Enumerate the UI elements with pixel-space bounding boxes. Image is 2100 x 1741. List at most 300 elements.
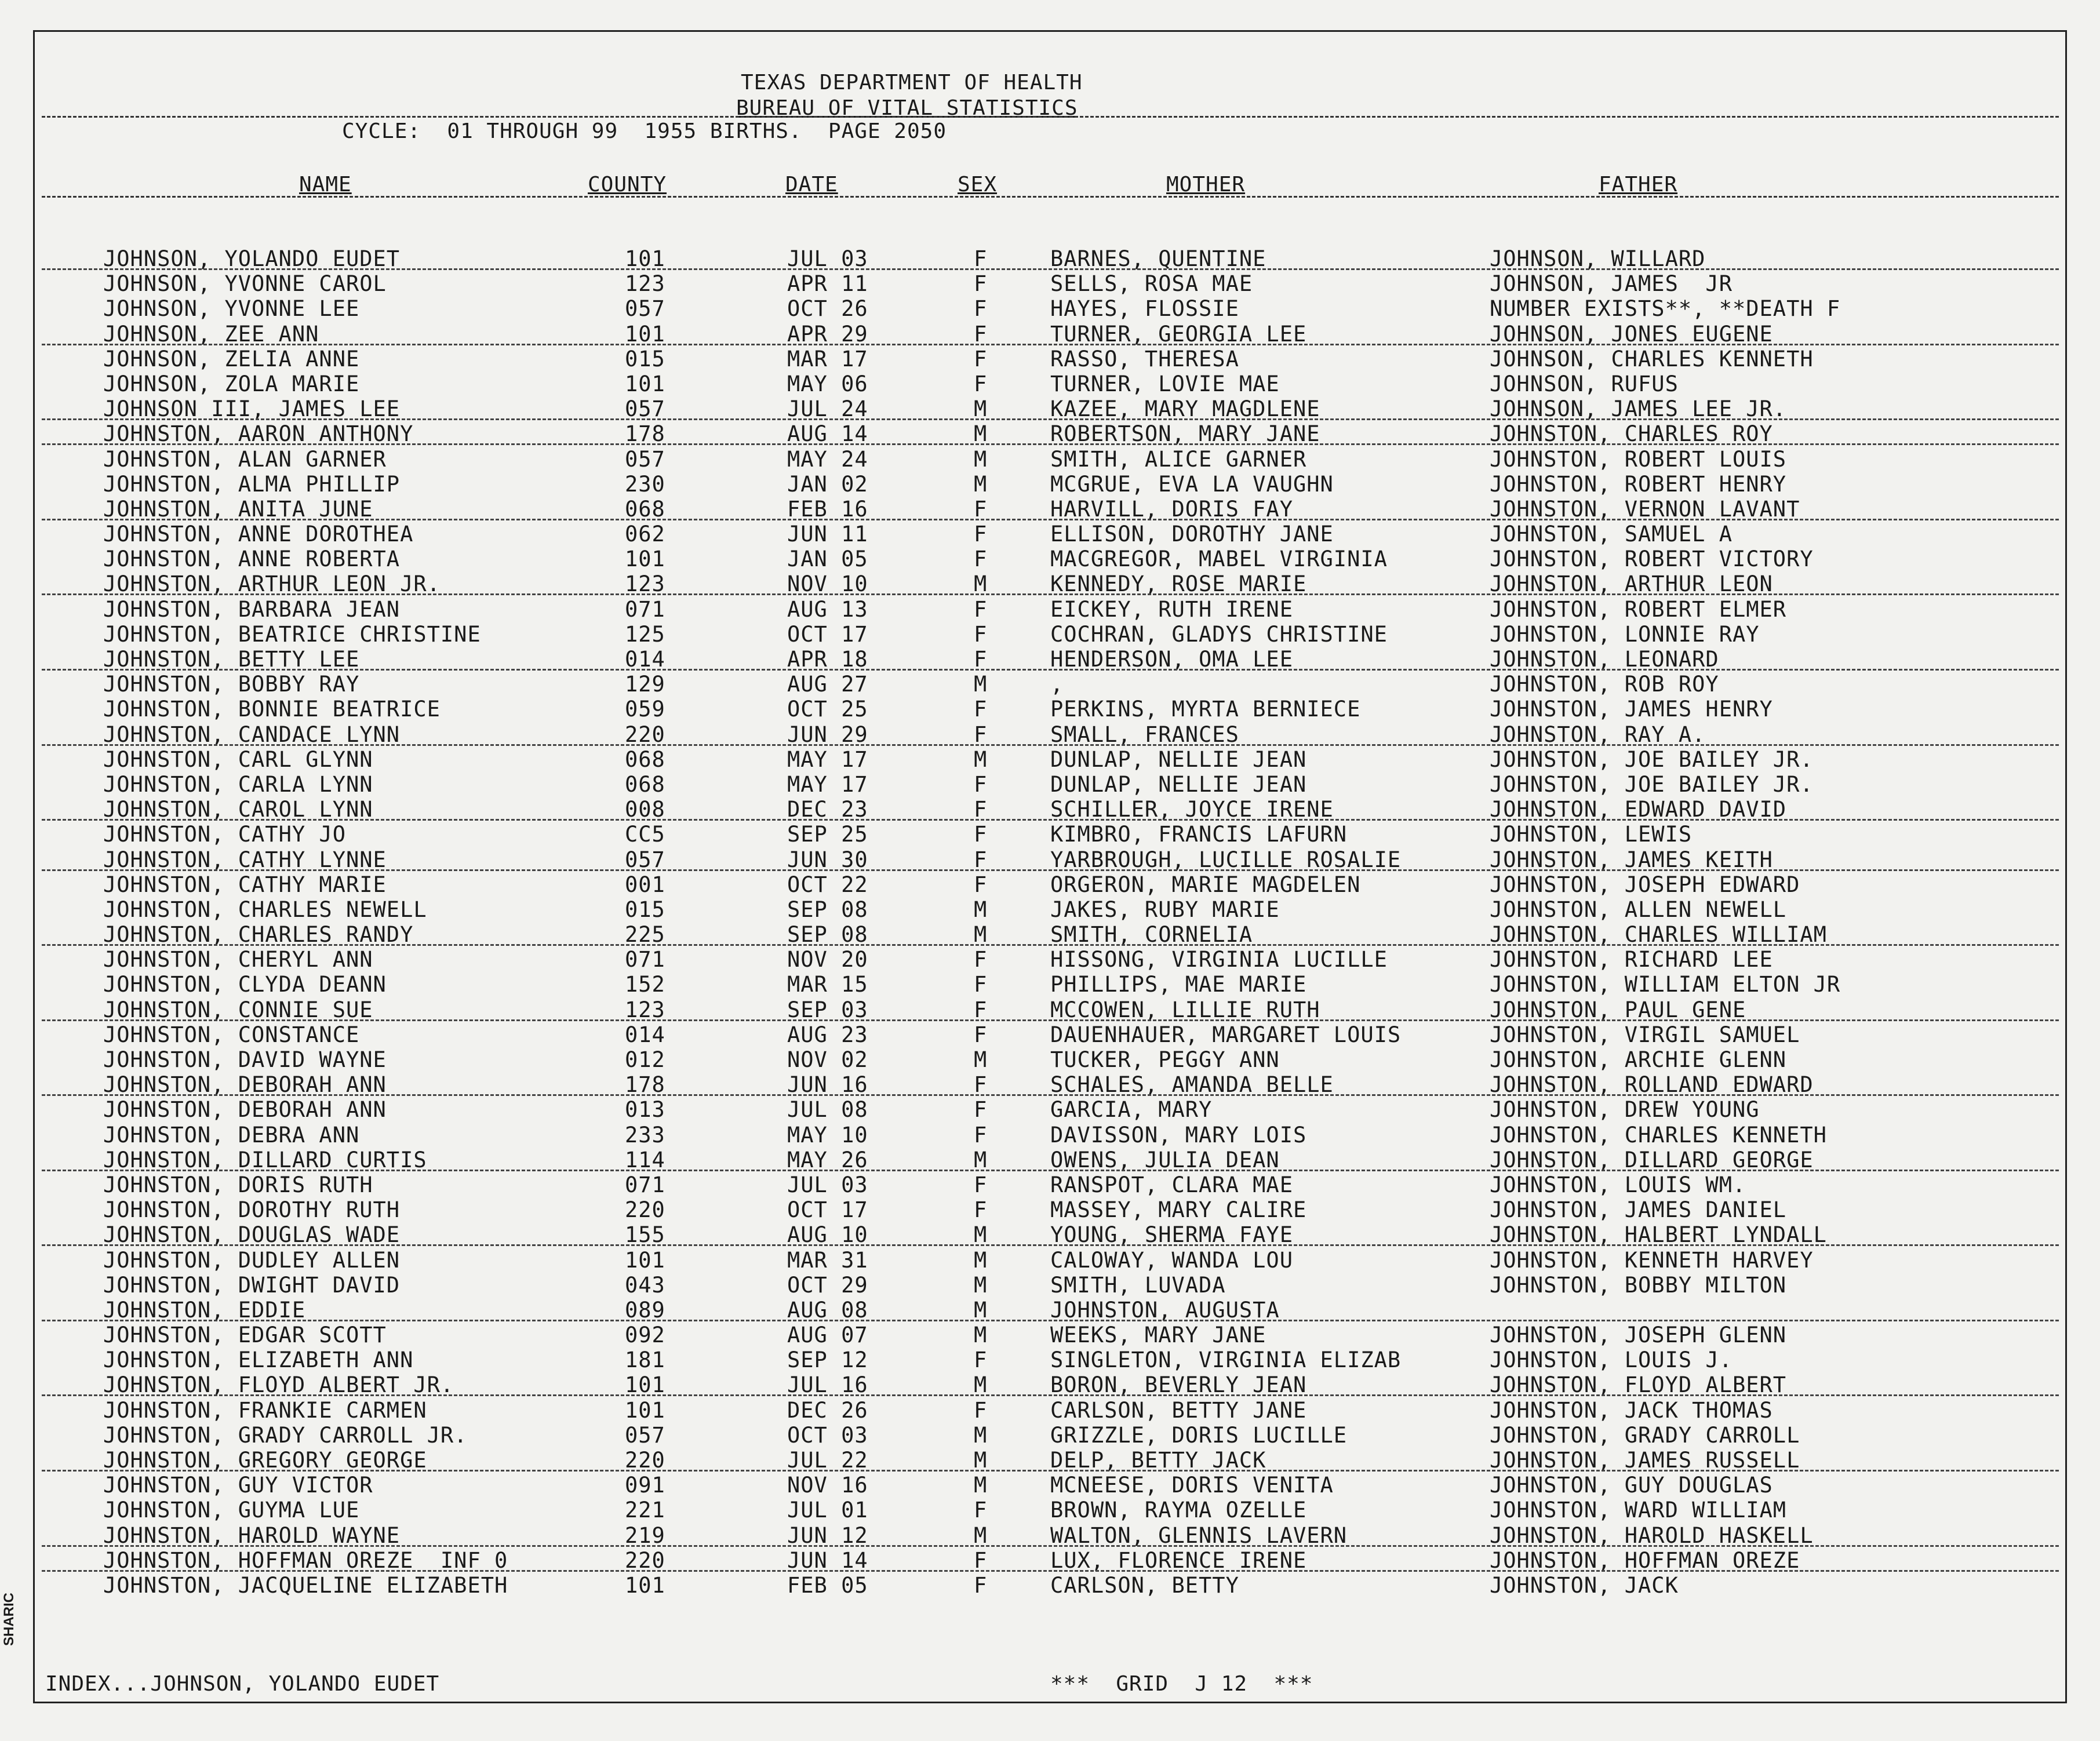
- cell-sex: F: [974, 1122, 988, 1148]
- cell-sex: F: [974, 1097, 988, 1123]
- cell-name: JOHNSON, YVONNE CAROL: [103, 271, 387, 297]
- table-row: [0, 1222, 2100, 1247]
- cell-father: JOHNSTON, LEONARD: [1490, 647, 1719, 672]
- cell-county: 152: [625, 972, 665, 997]
- cell-father: JOHNSTON, ROLLAND EDWARD: [1490, 1072, 1814, 1098]
- table-row: [0, 296, 2100, 321]
- cell-date: AUG 13: [787, 596, 868, 622]
- cell-father: JOHNSTON, VERNON LAVANT: [1490, 496, 1800, 522]
- cell-sex: F: [974, 997, 988, 1022]
- table-row: [0, 797, 2100, 822]
- cell-father: JOHNSTON, WARD WILLIAM: [1490, 1498, 1787, 1523]
- cell-mother: LUX, FLORENCE IRENE: [1050, 1547, 1307, 1573]
- cell-name: JOHNSTON, GREGORY GEORGE: [103, 1448, 427, 1473]
- birth-records-table: [0, 246, 2100, 1598]
- cell-name: JOHNSTON, BOBBY RAY: [103, 672, 360, 697]
- cell-name: JOHNSON, YOLANDO EUDET: [103, 246, 401, 271]
- cell-county: 220: [625, 1197, 665, 1223]
- cell-name: JOHNSTON, JACQUELINE ELIZABETH: [103, 1572, 508, 1598]
- cell-county: 125: [625, 621, 665, 647]
- cell-mother: MASSEY, MARY CALIRE: [1050, 1197, 1307, 1223]
- cell-date: JUL 01: [787, 1498, 868, 1523]
- cell-county: 071: [625, 947, 665, 973]
- cell-father: JOHNSON, JONES EUGENE: [1490, 321, 1773, 347]
- table-row: [0, 897, 2100, 922]
- cell-county: 123: [625, 271, 665, 297]
- cell-father: JOHNSTON, CHARLES WILLIAM: [1490, 922, 1827, 948]
- cell-name: JOHNSON, YVONNE LEE: [103, 296, 360, 322]
- cell-sex: M: [974, 571, 988, 597]
- cell-mother: CALOWAY, WANDA LOU: [1050, 1247, 1293, 1273]
- cell-sex: F: [974, 647, 988, 672]
- cell-mother: TURNER, GEORGIA LEE: [1050, 321, 1307, 347]
- cell-county: 092: [625, 1323, 665, 1348]
- cell-sex: F: [974, 371, 988, 396]
- cell-mother: HENDERSON, OMA LEE: [1050, 647, 1293, 672]
- cell-county: 015: [625, 346, 665, 371]
- cell-father: JOHNSTON, ARCHIE GLENN: [1490, 1047, 1787, 1072]
- cell-county: 089: [625, 1297, 665, 1323]
- cell-county: 101: [625, 371, 665, 396]
- cell-father: JOHNSTON, JOSEPH GLENN: [1490, 1323, 1787, 1348]
- cell-name: JOHNSTON, ARTHUR LEON JR.: [103, 571, 441, 597]
- cell-mother: SMALL, FRANCES: [1050, 722, 1239, 747]
- cell-date: SEP 08: [787, 922, 868, 948]
- table-row: [0, 1298, 2100, 1323]
- column-header-name: NAME: [299, 173, 352, 196]
- cell-father: NUMBER EXISTS**, **DEATH F: [1490, 296, 1841, 322]
- cell-name: JOHNSTON, ANNE DOROTHEA: [103, 522, 414, 547]
- table-row: [0, 1398, 2100, 1423]
- cell-sex: M: [974, 1147, 988, 1172]
- cell-date: JUL 03: [787, 246, 868, 271]
- cell-date: MAR 17: [787, 346, 868, 371]
- cell-county: 221: [625, 1498, 665, 1523]
- cell-date: MAR 15: [787, 972, 868, 997]
- cell-mother: ELLISON, DOROTHY JANE: [1050, 522, 1334, 547]
- grid-footer: *** GRID J 12 ***: [1050, 1672, 1313, 1696]
- cell-father: JOHNSON, JAMES JR: [1490, 271, 1733, 297]
- cell-date: MAY 06: [787, 371, 868, 396]
- cell-father: JOHNSTON, LOUIS WM.: [1490, 1172, 1746, 1197]
- cell-sex: M: [974, 446, 988, 472]
- cell-sex: M: [974, 1222, 988, 1248]
- cell-mother: CARLSON, BETTY JANE: [1050, 1397, 1307, 1423]
- cell-mother: KIMBRO, FRANCIS LAFURN: [1050, 822, 1348, 847]
- cell-mother: SCHILLER, JOYCE IRENE: [1050, 797, 1334, 822]
- cell-mother: PERKINS, MYRTA BERNIECE: [1050, 697, 1361, 722]
- cell-county: 220: [625, 722, 665, 747]
- cell-mother: RASSO, THERESA: [1050, 346, 1239, 371]
- cell-father: JOHNSTON, LOUIS J.: [1490, 1347, 1733, 1373]
- cell-name: JOHNSTON, EDGAR SCOTT: [103, 1323, 387, 1348]
- cell-father: JOHNSTON, FLOYD ALBERT: [1490, 1372, 1787, 1398]
- cell-name: JOHNSTON, CATHY LYNNE: [103, 847, 387, 872]
- cell-name: JOHNSON III, JAMES LEE: [103, 396, 401, 422]
- cell-father: JOHNSTON, SAMUEL A: [1490, 522, 1733, 547]
- cell-name: JOHNSTON, HAROLD WAYNE: [103, 1523, 401, 1548]
- cell-mother: YOUNG, SHERMA FAYE: [1050, 1222, 1293, 1248]
- cell-date: AUG 14: [787, 421, 868, 447]
- cell-county: 043: [625, 1272, 665, 1298]
- cell-mother: KENNEDY, ROSE MARIE: [1050, 571, 1307, 597]
- cell-date: JAN 05: [787, 547, 868, 572]
- cell-father: JOHNSTON, BOBBY MILTON: [1490, 1272, 1787, 1298]
- cell-sex: M: [974, 1422, 988, 1448]
- cell-county: 225: [625, 922, 665, 948]
- table-row: [0, 972, 2100, 997]
- cell-county: 012: [625, 1047, 665, 1072]
- table-row: [0, 847, 2100, 872]
- cell-date: NOV 16: [787, 1473, 868, 1498]
- cell-sex: M: [974, 922, 988, 948]
- cell-date: MAY 26: [787, 1147, 868, 1172]
- table-row: [0, 997, 2100, 1022]
- cell-father: JOHNSTON, ROB ROY: [1490, 672, 1719, 697]
- cell-father: JOHNSTON, JOE BAILEY JR.: [1490, 746, 1814, 772]
- cell-date: NOV 02: [787, 1047, 868, 1072]
- table-row: [0, 347, 2100, 371]
- table-row: [0, 571, 2100, 596]
- table-row: [0, 947, 2100, 972]
- cell-county: 123: [625, 997, 665, 1022]
- cell-date: NOV 10: [787, 571, 868, 597]
- cell-sex: M: [974, 897, 988, 922]
- cell-county: 123: [625, 571, 665, 597]
- cell-sex: F: [974, 722, 988, 747]
- table-row: [0, 1323, 2100, 1347]
- cell-name: JOHNSTON, CATHY JO: [103, 822, 346, 847]
- cell-name: JOHNSTON, DAVID WAYNE: [103, 1047, 387, 1072]
- cell-mother: ORGERON, MARIE MAGDELEN: [1050, 872, 1361, 897]
- cell-name: JOHNSTON, BETTY LEE: [103, 647, 360, 672]
- cell-mother: DAVISSON, MARY LOIS: [1050, 1122, 1307, 1148]
- cell-father: JOHNSTON, PAUL GENE: [1490, 997, 1746, 1022]
- table-row: [0, 1347, 2100, 1372]
- table-row: [0, 1273, 2100, 1298]
- column-header-divider: [42, 196, 2059, 198]
- cell-date: OCT 17: [787, 621, 868, 647]
- cell-mother: DELP, BETTY JACK: [1050, 1448, 1266, 1473]
- cell-county: 068: [625, 496, 665, 522]
- cell-sex: F: [974, 1197, 988, 1223]
- cell-mother: JOHNSTON, AUGUSTA: [1050, 1297, 1280, 1323]
- cell-mother: COCHRAN, GLADYS CHRISTINE: [1050, 621, 1388, 647]
- cell-name: JOHNSTON, AARON ANTHONY: [103, 421, 414, 447]
- cell-county: 101: [625, 1572, 665, 1598]
- table-row: [0, 1097, 2100, 1122]
- cell-mother: WEEKS, MARY JANE: [1050, 1323, 1266, 1348]
- table-row: [0, 1573, 2100, 1598]
- cell-sex: M: [974, 1297, 988, 1323]
- cell-date: AUG 27: [787, 672, 868, 697]
- cell-father: JOHNSTON, JOE BAILEY JR.: [1490, 771, 1814, 797]
- table-row: [0, 1072, 2100, 1097]
- cell-mother: BARNES, QUENTINE: [1050, 246, 1266, 271]
- cell-date: JUN 29: [787, 722, 868, 747]
- cell-mother: TURNER, LOVIE MAE: [1050, 371, 1280, 396]
- cell-county: 178: [625, 1072, 665, 1098]
- cell-date: MAY 17: [787, 771, 868, 797]
- cell-date: JUL 16: [787, 1372, 868, 1398]
- cell-date: JUL 24: [787, 396, 868, 422]
- side-label: SHARIC: [1, 1592, 17, 1646]
- cell-mother: SMITH, LUVADA: [1050, 1272, 1226, 1298]
- cell-name: JOHNSTON, FLOYD ALBERT JR.: [103, 1372, 454, 1398]
- cell-mother: MCGRUE, EVA LA VAUGHN: [1050, 471, 1334, 497]
- cell-name: JOHNSTON, FRANKIE CARMEN: [103, 1397, 427, 1423]
- table-row: [0, 697, 2100, 722]
- cell-name: JOHNSTON, GRADY CARROLL JR.: [103, 1422, 468, 1448]
- cell-father: JOHNSTON, GRADY CARROLL: [1490, 1422, 1800, 1448]
- cell-county: 230: [625, 471, 665, 497]
- column-header-date: DATE: [785, 173, 838, 196]
- cell-sex: F: [974, 1172, 988, 1197]
- cell-mother: PHILLIPS, MAE MARIE: [1050, 972, 1307, 997]
- cell-mother: ROBERTSON, MARY JANE: [1050, 421, 1320, 447]
- cell-date: OCT 26: [787, 296, 868, 322]
- table-row: [0, 1473, 2100, 1498]
- table-row: [0, 872, 2100, 897]
- cell-father: JOHNSTON, KENNETH HARVEY: [1490, 1247, 1814, 1273]
- cell-name: JOHNSTON, CARL GLYNN: [103, 746, 373, 772]
- cell-sex: M: [974, 672, 988, 697]
- cell-county: 057: [625, 1422, 665, 1448]
- cell-sex: M: [974, 396, 988, 422]
- cell-father: JOHNSTON, ROBERT LOUIS: [1490, 446, 1787, 472]
- cell-date: MAY 24: [787, 446, 868, 472]
- cell-name: JOHNSTON, DOROTHY RUTH: [103, 1197, 401, 1223]
- table-row: [0, 547, 2100, 571]
- cell-mother: OWENS, JULIA DEAN: [1050, 1147, 1280, 1172]
- cell-father: JOHNSTON, WILLIAM ELTON JR: [1490, 972, 1841, 997]
- table-row: [0, 497, 2100, 522]
- cell-county: 219: [625, 1523, 665, 1548]
- cell-mother: HAYES, FLOSSIE: [1050, 296, 1239, 322]
- table-row: [0, 1022, 2100, 1047]
- cell-name: JOHNSTON, CLYDA DEANN: [103, 972, 387, 997]
- cycle-line: CYCLE: 01 THROUGH 99 1955 BIRTHS. PAGE 2050: [342, 119, 947, 143]
- cell-date: JUN 30: [787, 847, 868, 872]
- table-row: [0, 622, 2100, 647]
- cell-sex: F: [974, 246, 988, 271]
- cell-sex: M: [974, 1473, 988, 1498]
- cell-date: SEP 25: [787, 822, 868, 847]
- table-row: [0, 472, 2100, 497]
- cell-mother: DAUENHAUER, MARGARET LOUIS: [1050, 1022, 1402, 1047]
- cell-mother: SINGLETON, VIRGINIA ELIZAB: [1050, 1347, 1402, 1373]
- cell-sex: F: [974, 822, 988, 847]
- cell-county: 013: [625, 1097, 665, 1123]
- table-row: [0, 1423, 2100, 1448]
- table-row: [0, 1548, 2100, 1573]
- cell-mother: MACGREGOR, MABEL VIRGINIA: [1050, 547, 1388, 572]
- cell-sex: M: [974, 1272, 988, 1298]
- cell-mother: SMITH, CORNELIA: [1050, 922, 1253, 948]
- cell-name: JOHNSTON, DORIS RUTH: [103, 1172, 373, 1197]
- cell-mother: SCHALES, AMANDA BELLE: [1050, 1072, 1334, 1098]
- cell-county: 101: [625, 246, 665, 271]
- cell-date: MAR 31: [787, 1247, 868, 1273]
- table-row: [0, 1148, 2100, 1172]
- cell-sex: F: [974, 321, 988, 347]
- cell-sex: M: [974, 1323, 988, 1348]
- cell-father: JOHNSTON, ROBERT VICTORY: [1490, 547, 1814, 572]
- cell-sex: F: [974, 1022, 988, 1047]
- cell-name: JOHNSTON, DEBRA ANN: [103, 1122, 360, 1148]
- cell-name: JOHNSTON, EDDIE: [103, 1297, 306, 1323]
- index-footer: INDEX...JOHNSON, YOLANDO EUDET: [45, 1672, 440, 1696]
- table-row: [0, 772, 2100, 797]
- table-row: [0, 447, 2100, 472]
- cell-mother: KAZEE, MARY MAGDLENE: [1050, 396, 1320, 422]
- cell-name: JOHNSTON, ELIZABETH ANN: [103, 1347, 414, 1373]
- table-row: [0, 396, 2100, 421]
- cell-name: JOHNSTON, DOUGLAS WADE: [103, 1222, 401, 1248]
- cell-name: JOHNSTON, CARLA LYNN: [103, 771, 373, 797]
- cell-county: 101: [625, 1247, 665, 1273]
- cell-county: 014: [625, 1022, 665, 1047]
- table-row: [0, 822, 2100, 847]
- table-row: [0, 922, 2100, 947]
- header-divider: [42, 116, 2059, 118]
- cell-name: JOHNSTON, CANDACE LYNN: [103, 722, 401, 747]
- cell-date: JUN 14: [787, 1547, 868, 1573]
- cell-name: JOHNSTON, BARBARA JEAN: [103, 596, 401, 622]
- cell-sex: F: [974, 771, 988, 797]
- cell-date: APR 11: [787, 271, 868, 297]
- cell-county: 071: [625, 1172, 665, 1197]
- cell-date: SEP 03: [787, 997, 868, 1022]
- table-row: [0, 1172, 2100, 1197]
- cell-county: 015: [625, 897, 665, 922]
- table-row: [0, 1448, 2100, 1473]
- cell-mother: DUNLAP, NELLIE JEAN: [1050, 771, 1307, 797]
- cell-mother: JAKES, RUBY MARIE: [1050, 897, 1280, 922]
- cell-county: 059: [625, 697, 665, 722]
- cell-date: SEP 08: [787, 897, 868, 922]
- cell-county: 220: [625, 1448, 665, 1473]
- cell-county: 101: [625, 1397, 665, 1423]
- cell-mother: RANSPOT, CLARA MAE: [1050, 1172, 1293, 1197]
- cell-date: JUL 03: [787, 1172, 868, 1197]
- cell-county: 008: [625, 797, 665, 822]
- column-header-mother: MOTHER: [1166, 173, 1246, 196]
- cell-name: JOHNSTON, CHARLES RANDY: [103, 922, 414, 948]
- cell-county: 001: [625, 872, 665, 897]
- document-subtitle: BUREAU OF VITAL STATISTICS: [736, 96, 1078, 120]
- cell-county: 155: [625, 1222, 665, 1248]
- cell-sex: F: [974, 1498, 988, 1523]
- cell-date: JAN 02: [787, 471, 868, 497]
- cell-mother: TUCKER, PEGGY ANN: [1050, 1047, 1280, 1072]
- cell-county: 220: [625, 1547, 665, 1573]
- cell-father: JOHNSTON, DILLARD GEORGE: [1490, 1147, 1814, 1172]
- cell-sex: F: [974, 346, 988, 371]
- cell-father: JOHNSTON, JAMES KEITH: [1490, 847, 1773, 872]
- cell-county: 178: [625, 421, 665, 447]
- table-row: [0, 371, 2100, 396]
- cell-sex: F: [974, 1397, 988, 1423]
- cell-county: 101: [625, 1372, 665, 1398]
- cell-mother: BROWN, RAYMA OZELLE: [1050, 1498, 1307, 1523]
- cell-father: JOHNSTON, HAROLD HASKELL: [1490, 1523, 1814, 1548]
- cell-name: JOHNSTON, DEBORAH ANN: [103, 1097, 387, 1123]
- cell-county: 062: [625, 522, 665, 547]
- cell-mother: SMITH, ALICE GARNER: [1050, 446, 1307, 472]
- cell-father: JOHNSTON, CHARLES ROY: [1490, 421, 1773, 447]
- cell-date: JUL 08: [787, 1097, 868, 1123]
- cell-sex: F: [974, 547, 988, 572]
- cell-county: 129: [625, 672, 665, 697]
- cell-county: 057: [625, 847, 665, 872]
- table-row: [0, 722, 2100, 747]
- cell-date: JUN 16: [787, 1072, 868, 1098]
- cell-date: FEB 05: [787, 1572, 868, 1598]
- cell-date: APR 29: [787, 321, 868, 347]
- table-row: [0, 246, 2100, 271]
- table-row: [0, 322, 2100, 347]
- cell-father: JOHNSTON, GUY DOUGLAS: [1490, 1473, 1773, 1498]
- cell-sex: F: [974, 271, 988, 297]
- cell-name: JOHNSTON, GUYMA LUE: [103, 1498, 360, 1523]
- cell-mother: HISSONG, VIRGINIA LUCILLE: [1050, 947, 1388, 973]
- cell-father: JOHNSON, RUFUS: [1490, 371, 1679, 396]
- cell-county: 101: [625, 321, 665, 347]
- cell-date: AUG 07: [787, 1323, 868, 1348]
- table-row: [0, 747, 2100, 772]
- cell-date: MAY 10: [787, 1122, 868, 1148]
- cell-father: JOHNSTON, CHARLES KENNETH: [1490, 1122, 1827, 1148]
- cell-father: JOHNSON, JAMES LEE JR.: [1490, 396, 1787, 422]
- table-row: [0, 1197, 2100, 1222]
- cell-date: OCT 29: [787, 1272, 868, 1298]
- cell-name: JOHNSTON, CONNIE SUE: [103, 997, 373, 1022]
- cell-name: JOHNSTON, BEATRICE CHRISTINE: [103, 621, 481, 647]
- cell-mother: SELLS, ROSA MAE: [1050, 271, 1253, 297]
- cell-sex: F: [974, 697, 988, 722]
- cell-date: OCT 25: [787, 697, 868, 722]
- cell-sex: F: [974, 847, 988, 872]
- cell-name: JOHNSTON, ANNE ROBERTA: [103, 547, 401, 572]
- table-row: [0, 672, 2100, 697]
- cell-sex: M: [974, 746, 988, 772]
- cell-county: 091: [625, 1473, 665, 1498]
- cell-date: AUG 23: [787, 1022, 868, 1047]
- cell-county: 014: [625, 647, 665, 672]
- cell-father: JOHNSTON, HOFFMAN OREZE: [1490, 1547, 1800, 1573]
- cell-father: JOHNSTON, VIRGIL SAMUEL: [1490, 1022, 1800, 1047]
- cell-sex: F: [974, 522, 988, 547]
- cell-name: JOHNSTON, GUY VICTOR: [103, 1473, 373, 1498]
- cell-date: OCT 17: [787, 1197, 868, 1223]
- cell-mother: BORON, BEVERLY JEAN: [1050, 1372, 1307, 1398]
- cell-sex: F: [974, 1347, 988, 1373]
- cell-father: JOHNSTON, LONNIE RAY: [1490, 621, 1760, 647]
- cell-sex: F: [974, 296, 988, 322]
- cell-name: JOHNSTON, CAROL LYNN: [103, 797, 373, 822]
- cell-name: JOHNSTON, DWIGHT DAVID: [103, 1272, 401, 1298]
- cell-father: JOHNSTON, ALLEN NEWELL: [1490, 897, 1787, 922]
- cell-mother: WALTON, GLENNIS LAVERN: [1050, 1523, 1348, 1548]
- cell-mother: EICKEY, RUTH IRENE: [1050, 596, 1293, 622]
- cell-sex: M: [974, 1372, 988, 1398]
- cell-county: 181: [625, 1347, 665, 1373]
- cell-sex: F: [974, 797, 988, 822]
- cell-sex: F: [974, 496, 988, 522]
- cell-date: AUG 08: [787, 1297, 868, 1323]
- cell-sex: F: [974, 1572, 988, 1598]
